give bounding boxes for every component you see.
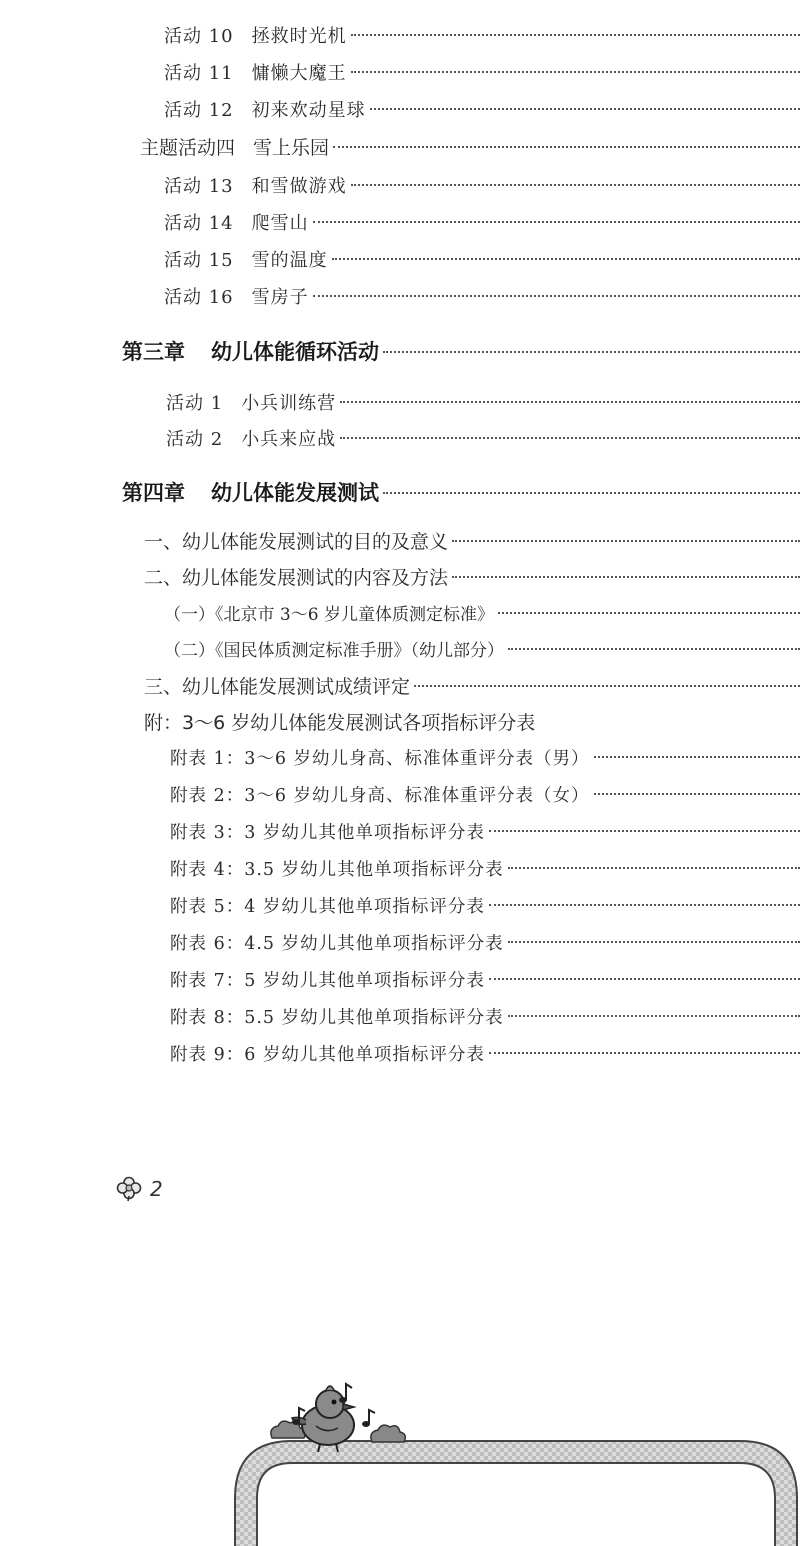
section-title: 附：3～6 岁幼儿体能发展测试各项指标评分表 [144,712,536,734]
entry-number: 活动 13 [164,176,234,197]
toc-appendix-table[interactable] [0,745,800,770]
leader-dots [414,685,800,687]
entry-title: 和雪做游戏 [251,176,347,197]
leader-dots [370,108,800,110]
appendix-title: 附表 3：3 岁幼儿其他单项指标评分表 [170,823,485,843]
leader-dots [340,437,800,439]
toc-appendix-table[interactable] [0,967,800,992]
toc-chapter-4[interactable] [0,477,800,507]
toc-section[interactable] [0,527,800,554]
chapter-title: 幼儿体能发展测试 [211,481,379,505]
cloud-icon [371,1425,405,1442]
appendix-title: 附表 7：5 岁幼儿其他单项指标评分表 [170,971,485,991]
leader-dots [489,1052,800,1054]
chapter-number: 第三章 [122,340,185,364]
entry-number: 主题活动四 [140,137,236,159]
section-title: 三、幼儿体能发展测试成绩评定 [144,676,411,698]
leader-dots [351,34,800,36]
toc-appendix-table[interactable] [0,819,800,844]
chapter-title: 幼儿体能循环活动 [211,340,379,364]
toc-chapter-3[interactable] [0,336,800,366]
leader-dots [340,401,800,403]
leader-dots [508,1015,800,1017]
appendix-title: 附表 5：4 岁幼儿其他单项指标评分表 [170,897,485,917]
toc-appendix-table[interactable] [0,930,800,955]
toc-appendix-table[interactable] [0,1004,800,1029]
entry-title: 拯救时光机 [251,26,347,47]
toc-entry[interactable] [0,209,800,235]
entry-title: 雪房子 [251,287,309,308]
entry-number: 活动 10 [164,26,234,47]
leader-dots [508,648,800,650]
toc-subsection[interactable] [0,636,800,661]
toc-appendix-table[interactable] [0,782,800,807]
entry-title: 爬雪山 [251,213,309,234]
entry-title: 慵懒大魔王 [251,63,347,84]
music-note-icon [362,1410,375,1427]
appendix-title: 附表 8：5.5 岁幼儿其他单项指标评分表 [170,1008,504,1028]
toc-entry[interactable] [0,59,800,85]
toc-entry[interactable] [0,96,800,122]
page-footer [116,1176,163,1202]
appendix-title: 附表 2：3～6 岁幼儿身高、标准体重评分表（女） [170,786,590,806]
entry-number: 活动 11 [164,63,234,84]
toc-appendix-heading[interactable] [0,708,800,735]
section-title: 二、幼儿体能发展测试的内容及方法 [144,567,449,589]
toc-entry[interactable] [0,389,800,415]
leader-dots [508,867,800,869]
entry-title: 雪上乐园 [253,137,330,159]
toc-entry[interactable] [0,172,800,198]
toc-entry[interactable] [0,425,800,451]
music-note-icon [339,1384,352,1403]
subsection-title: （一）《北京市 3～6 岁儿童体质测定标准》 [164,605,494,625]
entry-number: 活动 15 [164,250,234,271]
leader-dots [383,492,800,494]
toc-subsection[interactable] [0,600,800,625]
toc-section[interactable] [0,563,800,590]
subsection-title: （二）《国民体质测定标准手册》（幼儿部分） [164,641,504,661]
leader-dots [452,540,800,542]
page-number: 2 [150,1177,163,1201]
appendix-title: 附表 9：6 岁幼儿其他单项指标评分表 [170,1045,485,1065]
entry-number: 活动 16 [164,287,234,308]
leader-dots [594,793,800,795]
leader-dots [313,221,800,223]
toc-entry[interactable] [0,22,800,48]
toc-entry[interactable] [0,246,800,272]
leader-dots [383,351,800,353]
leader-dots [452,576,800,578]
appendix-title: 附表 6：4.5 岁幼儿其他单项指标评分表 [170,934,504,954]
entry-title: 小兵来应战 [241,429,337,450]
chapter-number: 第四章 [122,481,185,505]
leader-dots [333,146,800,148]
leader-dots [594,756,800,758]
toc-theme-entry[interactable] [0,133,800,160]
section-title: 一、幼儿体能发展测试的目的及意义 [144,531,449,553]
toc-appendix-table[interactable] [0,856,800,881]
entry-title: 小兵训练营 [241,393,337,414]
leader-dots [489,830,800,832]
leader-dots [351,71,800,73]
decorative-illustration [0,1380,800,1546]
leader-dots [498,612,800,614]
leader-dots [489,978,800,980]
entry-number: 活动 12 [164,100,234,121]
toc-section[interactable] [0,672,800,699]
entry-number: 活动 2 [166,429,224,450]
flower-icon [116,1176,142,1202]
entry-title: 初来欢动星球 [251,100,366,121]
leader-dots [313,295,800,297]
frame-border [235,1441,797,1546]
toc-entry[interactable] [0,283,800,309]
leader-dots [508,941,800,943]
entry-title: 雪的温度 [251,250,328,271]
leader-dots [489,904,800,906]
toc-appendix-table[interactable] [0,893,800,918]
appendix-title: 附表 1：3～6 岁幼儿身高、标准体重评分表（男） [170,749,590,769]
appendix-title: 附表 4：3.5 岁幼儿其他单项指标评分表 [170,860,504,880]
leader-dots [351,184,800,186]
entry-number: 活动 1 [166,393,224,414]
entry-number: 活动 14 [164,213,234,234]
leader-dots [332,258,800,260]
toc-appendix-table[interactable] [0,1041,800,1066]
